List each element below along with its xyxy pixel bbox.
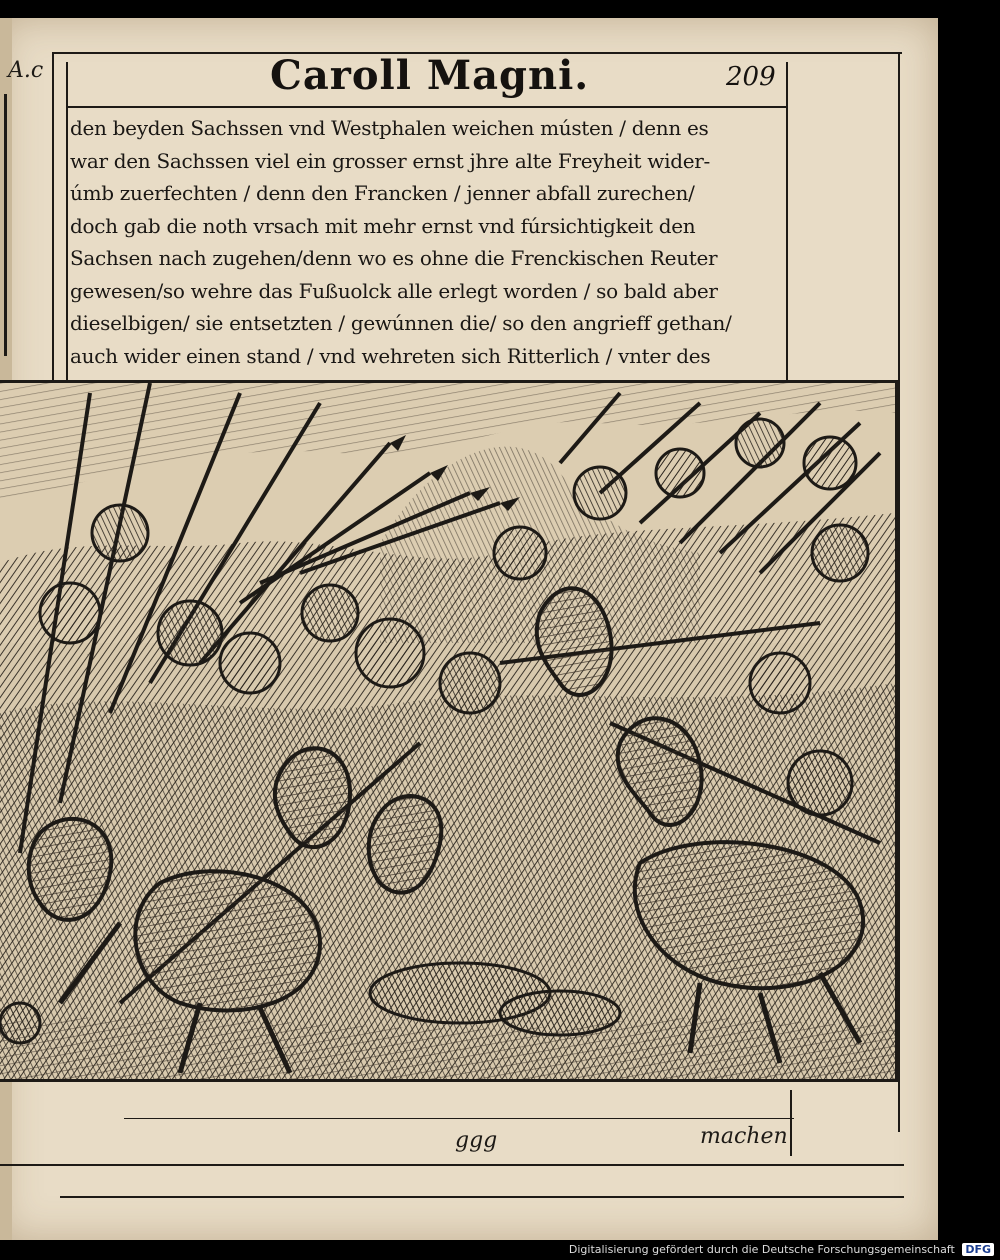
text-line-3: úmb zuerfechten / denn den Francken / jenner abfall zurechen/: [70, 181, 695, 205]
battle-woodcut-illustration: [0, 380, 898, 1082]
left-gutter-mark: [4, 94, 7, 356]
credit-text: Digitalisierung gefördert durch die Deutsche Forschungsgemeinschaft: [568, 1243, 955, 1256]
dfg-logo: DFG: [962, 1243, 994, 1256]
title-rule: [66, 106, 788, 108]
bottom-rule-lower: [0, 1164, 904, 1166]
left-rule-outer: [52, 52, 54, 382]
catchword: machen: [700, 1124, 788, 1149]
bottom-rule-upper: [124, 1118, 794, 1119]
text-line-6: gewesen/so wehre das Fußuolck alle erlegt worden / so bald aber: [70, 278, 718, 303]
running-title: Caroll Magni.: [270, 52, 590, 99]
page-number: 209: [726, 62, 776, 92]
text-line-4: doch gab die noth vrsach mit mehr ernst vnd fúrsichtigkeit den: [70, 213, 696, 238]
text-line-1: den beyden Sachssen vnd Westphalen weichen músten / denn es: [70, 116, 709, 140]
bottom-rule-right: [790, 1090, 792, 1156]
right-rule-outer: [898, 52, 900, 1132]
text-line-5: Sachsen nach zugehen/denn wo es ohne die Frenckischen Reuter: [70, 246, 718, 270]
footer-rule: [60, 1196, 904, 1198]
text-line-2: war den Sachssen viel ein grosser ernst jhre alte Freyheit wider-: [70, 148, 710, 173]
left-rule-inner: [66, 62, 68, 380]
digitization-credit: [569, 1243, 994, 1256]
text-line-8: auch wider einen stand / vnd wehreten sich Ritterlich / vnter des: [70, 343, 711, 368]
text-line-7: dieselbigen/ sie entsetzten / gewúnnen die/ so den angrieff gethan/: [70, 311, 732, 335]
signature-mark: ggg: [455, 1128, 498, 1153]
woodcut-drawing: [0, 383, 895, 1082]
body-text: [70, 112, 788, 372]
margin-note: A.c: [8, 58, 44, 83]
